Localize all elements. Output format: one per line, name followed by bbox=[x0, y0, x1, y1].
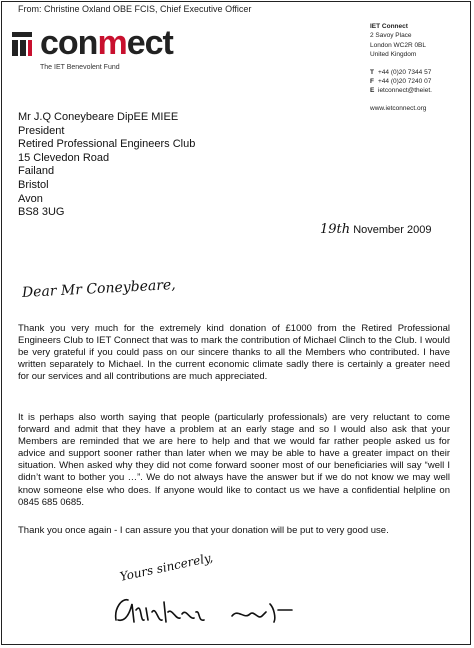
fax-value: +44 (0)20 7240 07 bbox=[378, 78, 432, 86]
address-block bbox=[370, 22, 468, 113]
closing-handwritten: Yours sincerely, bbox=[118, 550, 215, 584]
logo-mark-icon bbox=[10, 30, 34, 60]
logo-wordmark bbox=[40, 24, 173, 63]
email-value: ietconnect@theiet. bbox=[378, 87, 432, 95]
logo-word-right: ect bbox=[126, 24, 173, 62]
address-line: London WC2R 0BL bbox=[370, 41, 427, 49]
tel-label: T bbox=[370, 68, 374, 76]
salutation: Dear Mr Coneybeare, bbox=[21, 276, 177, 301]
iet-connect-logo bbox=[10, 24, 210, 76]
from-line: From: Christine Oxland OBE FCIS, Chief Executive Officer bbox=[18, 4, 252, 14]
logo-tagline: The IET Benevolent Fund bbox=[40, 64, 120, 71]
letter-date bbox=[320, 222, 431, 237]
body-paragraph: Thank you once again - I can assure you that your donation will be put to very good use. bbox=[18, 525, 389, 536]
recipient-address bbox=[18, 111, 195, 220]
tel-value: +44 (0)20 7344 57 bbox=[378, 68, 432, 76]
recipient-line: Retired Professional Engineers Club bbox=[18, 138, 196, 151]
address-fax bbox=[370, 77, 468, 86]
logo-word-left: con bbox=[40, 24, 98, 62]
recipient-line: Mr J.Q Coneybeare DipEE MIEE bbox=[18, 111, 179, 123]
date-day-handwritten: 19th bbox=[320, 222, 351, 237]
recipient-line: BS8 3UG bbox=[18, 206, 65, 219]
body-paragraph: It is perhaps also worth saying that people (particularly professionals) are very reluctant to come forward and admit that they have a problem at an early stage and so I would also ask that your Members are reminded that we are here to help and that we would far rather people asked us for advice and support sooner rather than later when we may be able to have a greater impact on their situation. When asked why they did not come forward sooner most of our beneficiaries will say “well I didn’t want to bother you …”. We do not always have the answer but if we do not know we may well know someone else who does. If anyone would like to contact us we have a confidential helpline on 0845 685 0685. bbox=[18, 412, 450, 508]
address-email bbox=[370, 86, 468, 95]
address-line: United Kingdom bbox=[370, 51, 417, 59]
recipient-line: Failand bbox=[18, 165, 55, 178]
address-telephone bbox=[370, 68, 468, 77]
address-line: 2 Savoy Place bbox=[370, 32, 412, 40]
logo-word-highlight: m bbox=[97, 24, 127, 62]
recipient-line: Avon bbox=[18, 192, 43, 205]
recipient-line: Bristol bbox=[18, 178, 49, 191]
email-label: E bbox=[370, 87, 375, 95]
address-org: IET Connect bbox=[370, 23, 408, 30]
recipient-line: 15 Clevedon Road bbox=[18, 151, 110, 164]
recipient-line: President bbox=[18, 124, 65, 137]
address-website: www.ietconnect.org bbox=[370, 104, 427, 112]
fax-label: F bbox=[370, 78, 374, 86]
body-paragraph: Thank you very much for the extremely kind donation of £1000 from the Retired Professional Engineers Club to IET Connect that was to mark the contribution of Michael Clinch to the Club. I would be very grateful if you could pass on our sincere thanks to all the Members who contributed. I have written separately to Michael. In the current economic climate sadly there is certainly a greater need for our services and all contributions are much appreciated. bbox=[18, 323, 450, 383]
signature-image bbox=[112, 590, 302, 632]
date-month-year: November 2009 bbox=[353, 224, 432, 236]
